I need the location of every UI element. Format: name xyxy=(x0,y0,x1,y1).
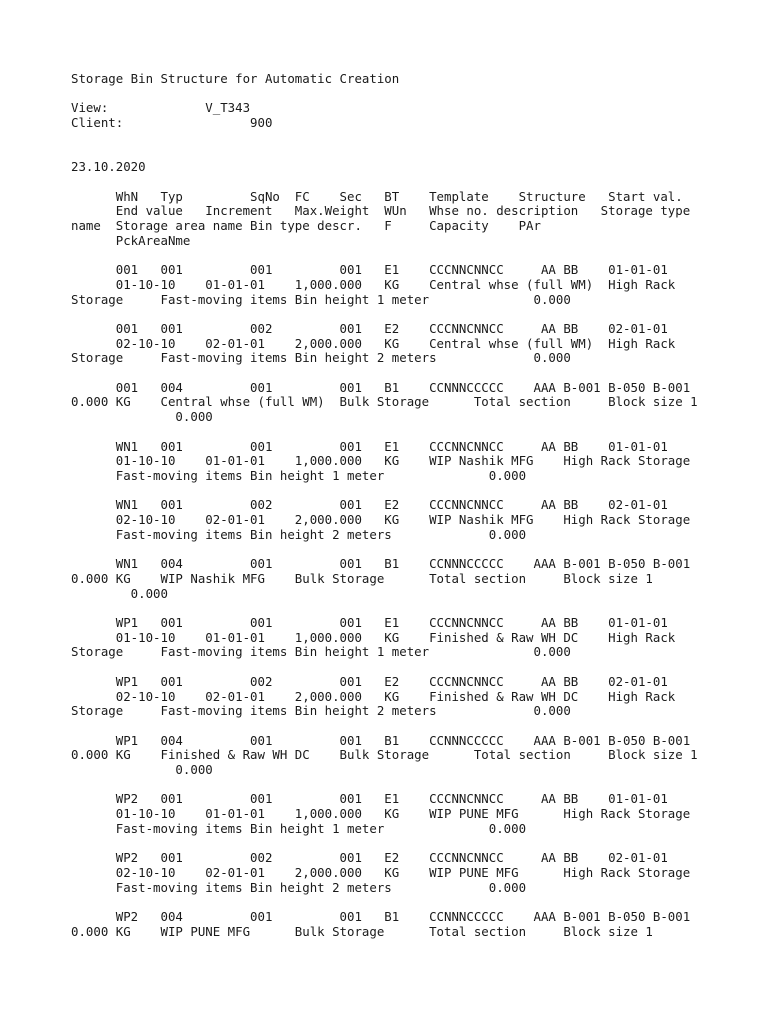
report-line: Fast-moving items Bin height 1 meter 0.000 xyxy=(71,467,527,483)
report-line: Storage Fast-moving items Bin height 1 meter 0.000 xyxy=(71,644,571,660)
report-line xyxy=(71,366,698,381)
report-line xyxy=(71,837,698,852)
report-line: WP1 001 001 001 E1 CCCNNCNNCC AA BB 01-01-01 xyxy=(71,615,668,631)
report-line xyxy=(71,425,698,440)
report-line xyxy=(71,307,698,322)
report-line: 01-10-10 01-01-01 1,000.000 KG Finished & Raw WH DC High Rack xyxy=(71,629,676,645)
report-line: 0.000 xyxy=(71,585,168,601)
report-line: Fast-moving items Bin height 2 meters 0.000 xyxy=(71,526,527,542)
report-line: 0.000 KG Central whse (full WM) Bulk Storage Total section Block size 1 xyxy=(71,394,698,410)
report-line: name Storage area name Bin type descr. F Capacity PAr xyxy=(71,218,541,234)
report-line: Storage Fast-moving items Bin height 2 meters 0.000 xyxy=(71,703,571,719)
report-line: 0.000 KG WIP Nashik MFG Bulk Storage Total section Block size 1 xyxy=(71,570,653,586)
report-line: Fast-moving items Bin height 2 meters 0.000 xyxy=(71,879,527,895)
report-line: 02-10-10 02-01-01 2,000.000 KG WIP PUNE MFG High Rack Storage xyxy=(71,864,691,880)
report-line: 02-10-10 02-01-01 2,000.000 KG WIP Nashik MFG High Rack Storage xyxy=(71,512,691,528)
report-line: 01-10-10 01-01-01 1,000.000 KG Central whse (full WM) High Rack xyxy=(71,276,676,292)
report-line: 001 004 001 001 B1 CCNNNCCCCC AAA B-001 B-050 B-001 xyxy=(71,379,691,395)
report-line xyxy=(71,175,698,190)
report-line: WN1 001 001 001 E1 CCCNNCNNCC AA BB 01-01-01 xyxy=(71,438,668,454)
report-line xyxy=(71,895,698,910)
report-line: Client: 900 xyxy=(71,115,273,131)
report-text xyxy=(71,72,698,939)
report-line: 0.000 xyxy=(71,762,213,778)
report-line: 01-10-10 01-01-01 1,000.000 KG WIP PUNE MFG High Rack Storage xyxy=(71,806,691,822)
report-line xyxy=(71,719,698,734)
report-line: 02-10-10 02-01-01 2,000.000 KG Central whse (full WM) High Rack xyxy=(71,335,676,351)
report-line: WP1 001 002 001 E2 CCCNNCNNCC AA BB 02-01-01 xyxy=(71,673,668,689)
report-line: WhN Typ SqNo FC Sec BT Template Structure Start val. xyxy=(71,188,683,204)
report-line: End value Increment Max.Weight WUn Whse no. description Storage type xyxy=(71,203,691,219)
report-line: Storage Fast-moving items Bin height 1 meter 0.000 xyxy=(71,291,571,307)
report-line: View: V_T343 xyxy=(71,100,251,116)
report-line xyxy=(71,146,698,161)
report-line: 001 001 001 001 E1 CCCNNCNNCC AA BB 01-01-01 xyxy=(71,262,668,278)
report-line: 23.10.2020 xyxy=(71,159,146,175)
report-line: Storage Fast-moving items Bin height 2 meters 0.000 xyxy=(71,350,571,366)
report-line xyxy=(71,660,698,675)
report-line xyxy=(71,248,698,263)
report-line: 02-10-10 02-01-01 2,000.000 KG Finished & Raw WH DC High Rack xyxy=(71,688,676,704)
report-line xyxy=(71,484,698,499)
report-line: 0.000 KG WIP PUNE MFG Bulk Storage Total section Block size 1 xyxy=(71,923,653,939)
report-line: WN1 001 002 001 E2 CCCNNCNNCC AA BB 02-01-01 xyxy=(71,497,668,513)
report-line: PckAreaNme xyxy=(71,232,191,248)
report-line xyxy=(71,601,698,616)
report-line: WP1 004 001 001 B1 CCNNNCCCCC AAA B-001 B-050 B-001 xyxy=(71,732,691,748)
report-line: 01-10-10 01-01-01 1,000.000 KG WIP Nashik MFG High Rack Storage xyxy=(71,453,691,469)
report-line: WP2 004 001 001 B1 CCNNNCCCCC AAA B-001 B-050 B-001 xyxy=(71,909,691,925)
report-line xyxy=(71,543,698,558)
report-line: 001 001 002 001 E2 CCCNNCNNCC AA BB 02-01-01 xyxy=(71,320,668,336)
report-line: WN1 004 001 001 B1 CCNNNCCCCC AAA B-001 B-050 B-001 xyxy=(71,556,691,572)
report-line: WP2 001 001 001 E1 CCCNNCNNCC AA BB 01-01-01 xyxy=(71,791,668,807)
report-line xyxy=(71,131,698,146)
report-line xyxy=(71,778,698,793)
report-title: Storage Bin Structure for Automatic Creation xyxy=(71,71,400,86)
report-line: 0.000 KG Finished & Raw WH DC Bulk Storage Total section Block size 1 xyxy=(71,747,698,763)
report-line xyxy=(71,87,698,102)
report-line: WP2 001 002 001 E2 CCCNNCNNCC AA BB 02-01-01 xyxy=(71,850,668,866)
report-line: Fast-moving items Bin height 1 meter 0.000 xyxy=(71,820,527,836)
report-line: 0.000 xyxy=(71,409,213,425)
